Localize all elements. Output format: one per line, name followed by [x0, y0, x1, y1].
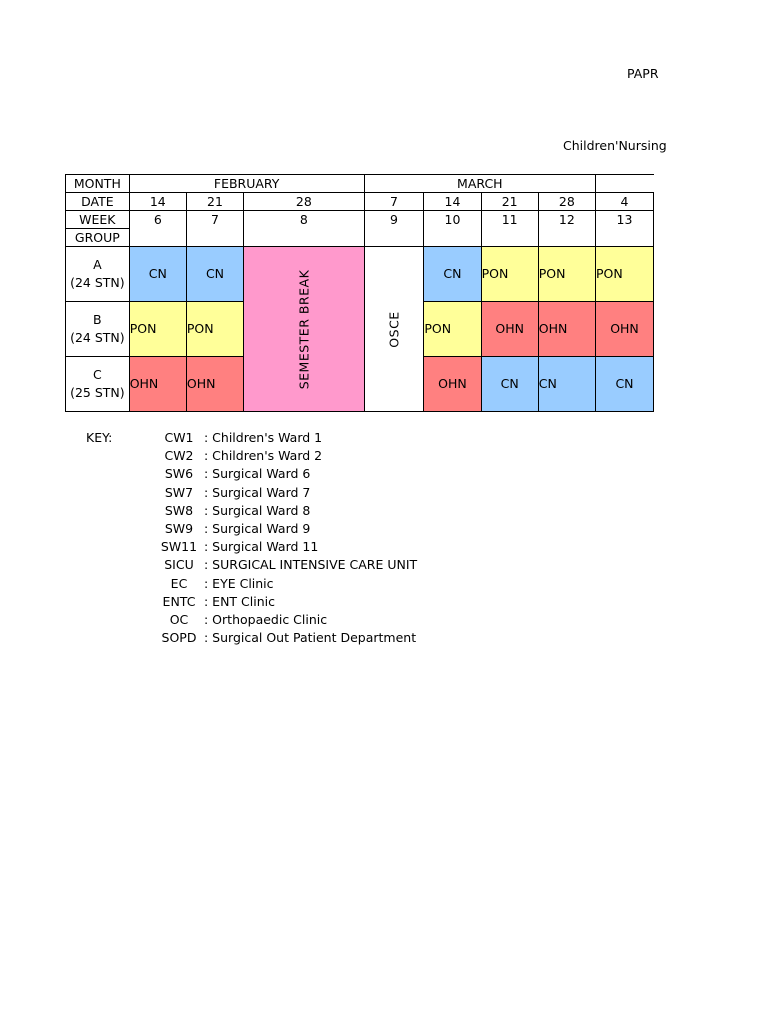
key-desc: : Surgical Ward 9	[204, 521, 311, 537]
group-name: C	[92, 367, 102, 382]
key-label: KEY:	[86, 430, 113, 445]
key-abbr: SW11	[160, 539, 198, 555]
week-cell: 12	[538, 211, 595, 247]
date-cell: 28	[244, 193, 365, 211]
rotation-cell: PON	[538, 247, 595, 302]
rotation-cell: OHN	[481, 302, 538, 357]
key-abbr: SW7	[164, 484, 194, 500]
key-abbr: CW1	[164, 430, 194, 445]
key-desc: : SURGICAL INTENSIVE CARE UNIT	[204, 557, 418, 573]
key-abbr: CW2	[164, 448, 194, 464]
rotation-cell: OHN	[186, 357, 243, 412]
group-name: B	[93, 312, 102, 327]
rotation-cell: PON	[129, 302, 186, 357]
date-cell: 4	[595, 193, 653, 211]
osce-cell	[364, 247, 424, 412]
key-desc: : Children's Ward 2	[204, 448, 323, 464]
week-cell: 8	[244, 211, 365, 247]
key-desc: : Children's Ward 1	[204, 430, 323, 445]
rotation-cell: OHN	[538, 302, 595, 357]
rotation-cell: CN	[595, 357, 653, 412]
key-abbr: OC	[169, 612, 189, 628]
key-abbr: SOPD	[161, 630, 197, 646]
group-name-cell	[66, 357, 130, 412]
date-cell: 14	[129, 193, 186, 211]
rotation-cell: OHN	[129, 357, 186, 412]
header-subtitle: Children'Nursing	[563, 138, 667, 153]
group-name-cell	[66, 247, 130, 302]
rotation-cell: PON	[481, 247, 538, 302]
month-header: FEBRUARY	[129, 175, 364, 193]
rotation-cell: CN	[424, 247, 481, 302]
key-desc: : Surgical Out Patient Department	[204, 630, 417, 646]
date-cell: 28	[538, 193, 595, 211]
rotation-cell: CN	[481, 357, 538, 412]
rotation-cell: PON	[595, 247, 653, 302]
group-students: (24 STN)	[70, 330, 125, 345]
week-cell: 7	[186, 211, 243, 247]
key-abbr: SW6	[164, 466, 194, 482]
week-cell: 10	[424, 211, 481, 247]
week-cell: 13	[595, 211, 653, 247]
key-abbr: ENTC	[162, 593, 196, 609]
rotation-cell: OHN	[424, 357, 481, 412]
rotation-cell: CN	[186, 247, 243, 302]
group-students: (24 STN)	[70, 275, 125, 290]
key-desc: : Surgical Ward 6	[204, 466, 311, 482]
week-cell: 11	[481, 211, 538, 247]
key-desc: : Surgical Ward 8	[204, 502, 311, 518]
rotation-cell: CN	[538, 357, 595, 412]
key-abbr: SW9	[164, 521, 194, 537]
key-desc: : ENT Clinic	[204, 593, 275, 609]
date-cell: 14	[424, 193, 481, 211]
key-abbr: EC	[170, 575, 188, 591]
month-label: MONTH	[66, 175, 130, 193]
group-name-cell	[66, 302, 130, 357]
month-header-empty	[595, 175, 653, 193]
week-cell: 6	[129, 211, 186, 247]
key-abbr: SICU	[164, 557, 194, 573]
semester-break-cell	[244, 247, 365, 412]
group-students: (25 STN)	[70, 385, 125, 400]
rotation-cell: CN	[129, 247, 186, 302]
key-legend	[80, 429, 417, 647]
key-desc: : Surgical Ward 11	[204, 539, 319, 555]
group-name: A	[93, 257, 102, 272]
rotation-cell: PON	[186, 302, 243, 357]
header-title: PAPR	[627, 66, 659, 81]
osce-label: OSCE	[386, 310, 402, 348]
date-label: DATE	[66, 193, 130, 211]
key-desc: : Orthopaedic Clinic	[204, 612, 328, 628]
week-cell: 9	[364, 211, 424, 247]
semester-break-label: SEMESTER BREAK	[296, 269, 312, 389]
week-label: WEEK	[66, 211, 130, 229]
date-cell: 21	[481, 193, 538, 211]
group-label: GROUP	[66, 229, 130, 247]
date-cell: 21	[186, 193, 243, 211]
month-header: MARCH	[364, 175, 595, 193]
key-abbr: SW8	[164, 502, 194, 518]
key-desc: : EYE Clinic	[204, 575, 274, 591]
rotation-table	[65, 174, 654, 412]
key-desc: : Surgical Ward 7	[204, 484, 311, 500]
date-cell: 7	[364, 193, 424, 211]
rotation-cell: PON	[424, 302, 481, 357]
rotation-cell: OHN	[595, 302, 653, 357]
